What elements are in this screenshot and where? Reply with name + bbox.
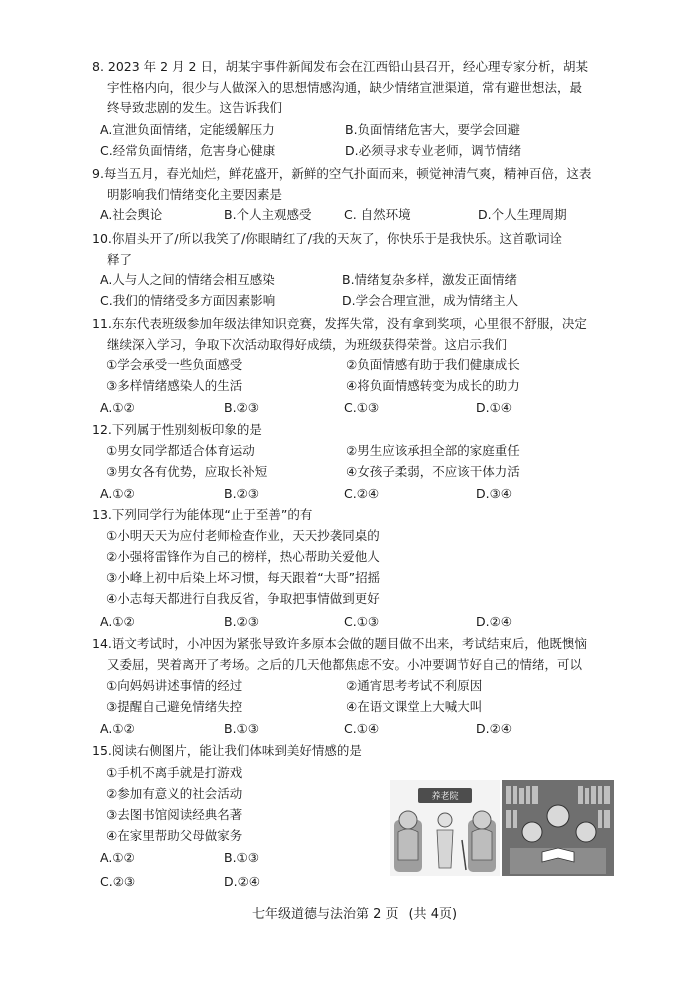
option-b[interactable]: B.②③ (224, 486, 259, 501)
statement-item: ①向妈妈讲述事情的经过 (106, 678, 243, 693)
option-c[interactable]: C.②③ (100, 874, 136, 889)
question-13-title: 13.下列同学行为能体现“止于至善”的有 (92, 507, 313, 522)
body-shape (437, 830, 453, 868)
question-8-line: 8. 2023 年 2 月 2 日，胡某宇事件新闻发布会在江西铅山县召开，经心理专家分析，胡某 (92, 59, 588, 74)
option-b[interactable]: B.②③ (224, 400, 259, 415)
option-a[interactable]: A.①② (100, 850, 135, 865)
statement-item: ④在语文课堂上大喊大叫 (346, 699, 483, 714)
statement-item: ①手机不离手就是打游戏 (106, 765, 243, 780)
question-12-title: 12.下列属于性别刻板印象的是 (92, 422, 262, 437)
option-c[interactable]: C.我们的情绪受多方面因素影响 (100, 293, 276, 308)
option-b[interactable]: B.个人主观感受 (224, 207, 312, 222)
statement-item: ③多样情绪感染人的生活 (106, 378, 243, 393)
option-a[interactable]: A.①② (100, 721, 135, 736)
statement-item: ①小明天天为应付老师检查作业，天天抄袭同桌的 (106, 528, 380, 543)
statement-item: ③小峰上初中后染上坏习惯，每天跟着“大哥”招摇 (106, 570, 381, 585)
elderly-person-left (399, 811, 417, 829)
option-c[interactable]: C.①③ (344, 400, 380, 415)
statement-item: ②小强将雷锋作为自己的榜样，热心帮助关爱他人 (106, 549, 380, 564)
statement-item: ③男女各有优势，应取长补短 (106, 464, 268, 479)
option-c[interactable]: C.经常负面情绪，危害身心健康 (100, 143, 276, 158)
student-person (438, 813, 452, 827)
reader-girl (547, 805, 569, 827)
option-d[interactable]: D.②④ (476, 721, 513, 736)
option-d[interactable]: D.个人生理周期 (478, 207, 567, 222)
option-a[interactable]: A.①② (100, 614, 135, 629)
question-8-line: 终导致悲剧的发生。这告诉我们 (107, 100, 283, 115)
elderly-person-right (473, 811, 491, 829)
option-d[interactable]: D.①④ (476, 400, 513, 415)
statement-item: ②通宵思考考试不利原因 (346, 678, 483, 693)
question-15 (92, 741, 617, 762)
question-14-line: 又委屈，哭着离开了考场。之后的几天他都焦虑不安。小冲要调节好自己的情绪，可以 (107, 656, 583, 672)
question-14-line: 14.语文考试时，小冲因为紧张导致许多原本会做的题目做不出来，考试结束后，他既懊恼 (92, 636, 587, 651)
page-footer (0, 903, 699, 922)
option-c[interactable]: C.①③ (344, 614, 380, 629)
option-a[interactable]: A.宣泄负面情绪，定能缓解压力 (100, 122, 275, 137)
option-a[interactable]: A.社会舆论 (100, 207, 163, 222)
option-b[interactable]: B.①③ (224, 721, 259, 736)
statement-item: ②参加有意义的社会活动 (106, 786, 243, 801)
question-8 (92, 57, 617, 119)
question-13 (92, 505, 617, 526)
statement-item: ③去图书馆阅读经典名著 (106, 807, 243, 822)
nursing-home-sign-text: 养老院 (431, 792, 459, 802)
nursing-home-illustration (390, 780, 500, 876)
question-11-line: 继续深入学习，争取下次活动取得好成绩，为班级获得荣誉。这启示我们 (107, 336, 508, 352)
footer-total-pages: (共 4页) (408, 907, 458, 922)
question-11-line: 11.东东代表班级参加年级法律知识竞赛，发挥失常，没有拿到奖项，心里很不舒服，决定 (92, 316, 587, 331)
option-a[interactable]: A.①② (100, 486, 135, 501)
question-10 (92, 229, 617, 270)
statement-item: ④将负面情感转变为成长的助力 (346, 378, 520, 393)
option-d[interactable]: D.必须寻求专业老师，调节情绪 (345, 143, 522, 158)
option-d[interactable]: D.②④ (224, 874, 261, 889)
body-shape (398, 829, 418, 860)
statement-item: ①学会承受一些负面感受 (106, 357, 243, 372)
statement-item: ①男女同学都适合体育运动 (106, 443, 255, 458)
question-10-line: 10.你眉头开了/所以我笑了/你眼睛红了/我的天灰了，你快乐于是我快乐。这首歌词诠 (92, 231, 563, 246)
option-b[interactable]: B.②③ (224, 614, 259, 629)
body-shape (472, 829, 492, 860)
option-d[interactable]: D.②④ (476, 614, 513, 629)
option-d[interactable]: D.③④ (476, 486, 513, 501)
library-reading-illustration (502, 780, 614, 876)
question-14 (92, 634, 617, 675)
option-b[interactable]: B.负面情绪危害大，要学会回避 (345, 122, 521, 137)
question-11 (92, 314, 617, 355)
option-c[interactable]: C.①④ (344, 721, 380, 736)
option-b[interactable]: B.情绪复杂多样，激发正面情绪 (342, 272, 518, 287)
question-8-line: 宇性格内向，很少与人做深入的思想情感沟通，缺少情绪宣泄渠道，常有避世想法，最 (107, 79, 583, 95)
option-d[interactable]: D.学会合理宣泄，成为情绪主人 (342, 293, 519, 308)
statement-item: ④女孩子柔弱，不应该干体力活 (346, 464, 520, 479)
statement-item: ②负面情感有助于我们健康成长 (346, 357, 520, 372)
question-10-line: 释了 (107, 251, 133, 267)
question-9 (92, 164, 617, 205)
statement-item: ④小志每天都进行自我反省，争取把事情做到更好 (106, 591, 380, 606)
footer-page-label: 七年级道德与法治第 2 页 (251, 907, 399, 922)
statement-item: ③提醒自己避免情绪失控 (106, 699, 243, 714)
question-15-title: 15.阅读右侧图片，能让我们体味到美好情感的是 (92, 743, 362, 758)
option-a[interactable]: A.人与人之间的情绪会相互感染 (100, 272, 275, 287)
reader-boy-right (576, 822, 596, 842)
question-9-line: 明影响我们情绪变化主要因素是 (107, 186, 283, 202)
option-b[interactable]: B.①③ (224, 850, 259, 865)
question-9-line: 9.每当五月，春光灿烂，鲜花盛开，新鲜的空气扑面而来，顿觉神清气爽，精神百倍，这表 (92, 166, 592, 181)
statement-item: ④在家里帮助父母做家务 (106, 828, 243, 843)
option-c[interactable]: C.②④ (344, 486, 380, 501)
option-c[interactable]: C. 自然环境 (344, 207, 411, 222)
question-12 (92, 420, 617, 441)
statement-item: ②男生应该承担全部的家庭重任 (346, 443, 520, 458)
reader-boy-left (522, 822, 542, 842)
option-a[interactable]: A.①② (100, 400, 135, 415)
